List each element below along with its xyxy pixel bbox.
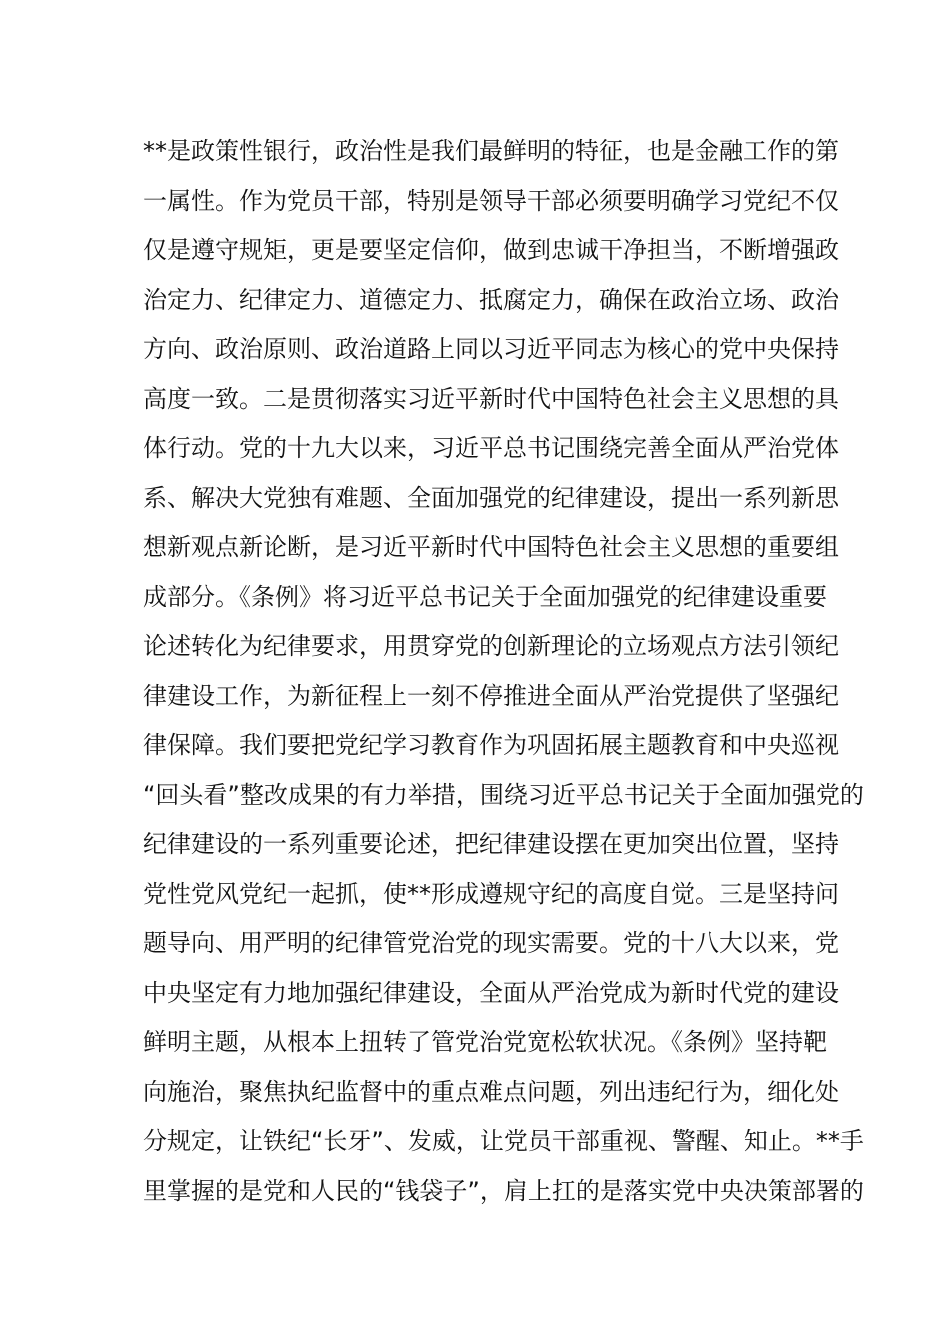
- text-line: 律建设工作，为新征程上一刻不停推进全面从严治党提供了坚强纪: [143, 681, 839, 710]
- text-line: 题导向、用严明的纪律管党治党的现实需要。党的十八大以来，党: [143, 929, 839, 957]
- body-text: [143, 127, 864, 1216]
- text-line: 分规定，让铁纪“长牙”、发威，让党员干部重视、警醒、知止。**手: [143, 1127, 864, 1155]
- text-line: 里掌握的是党和人民的“钱袋子”，肩上扛的是落实党中央决策部署的: [143, 1176, 864, 1205]
- text-line: 仅是遵守规矩，更是要坚定信仰，做到忠诚干净担当，不断增强政: [143, 236, 839, 264]
- text-line: 想新观点新论断，是习近平新时代中国特色社会主义思想的重要组: [143, 533, 839, 561]
- text-line: 系、解决大党独有难题、全面加强党的纪律建设，提出一系列新思: [143, 483, 839, 512]
- text-line: **是政策性银行，政治性是我们最鲜明的特征，也是金融工作的第: [143, 137, 839, 165]
- text-line: 一属性。作为党员干部，特别是领导干部必须要明确学习党纪不仅: [143, 186, 839, 215]
- text-line: 治定力、纪律定力、道德定力、抵腐定力，确保在政治立场、政治: [143, 285, 839, 314]
- text-line: 党性党风党纪一起抓，使**形成遵规守纪的高度自觉。三是坚持问: [143, 879, 839, 908]
- text-line: 律保障。我们要把党纪学习教育作为巩固拓展主题教育和中央巡视: [143, 731, 839, 759]
- text-line: 方向、政治原则、政治道路上同以习近平同志为核心的党中央保持: [143, 335, 839, 363]
- text-line: 成部分。《条例》将习近平总书记关于全面加强党的纪律建设重要: [143, 582, 827, 611]
- text-line: 中央坚定有力地加强纪律建设，全面从严治党成为新时代党的建设: [143, 978, 839, 1007]
- text-line: 纪律建设的一系列重要论述，把纪律建设摆在更加突出位置，坚持: [143, 830, 839, 858]
- text-line: 向施治，聚焦执纪监督中的重点难点问题，列出违纪行为，细化处: [143, 1077, 839, 1106]
- text-line: 鲜明主题，从根本上扭转了管党治党宽松软状况。《条例》坚持靶: [143, 1028, 827, 1056]
- text-line: 体行动。党的十九大以来，习近平总书记围绕完善全面从严治党体: [143, 434, 839, 462]
- text-line: “回头看”整改成果的有力举措，围绕习近平总书记关于全面加强党的: [143, 780, 864, 809]
- text-line: 高度一致。二是贯彻落实习近平新时代中国特色社会主义思想的具: [143, 384, 839, 413]
- text-line: 论述转化为纪律要求，用贯穿党的创新理论的立场观点方法引领纪: [143, 632, 839, 660]
